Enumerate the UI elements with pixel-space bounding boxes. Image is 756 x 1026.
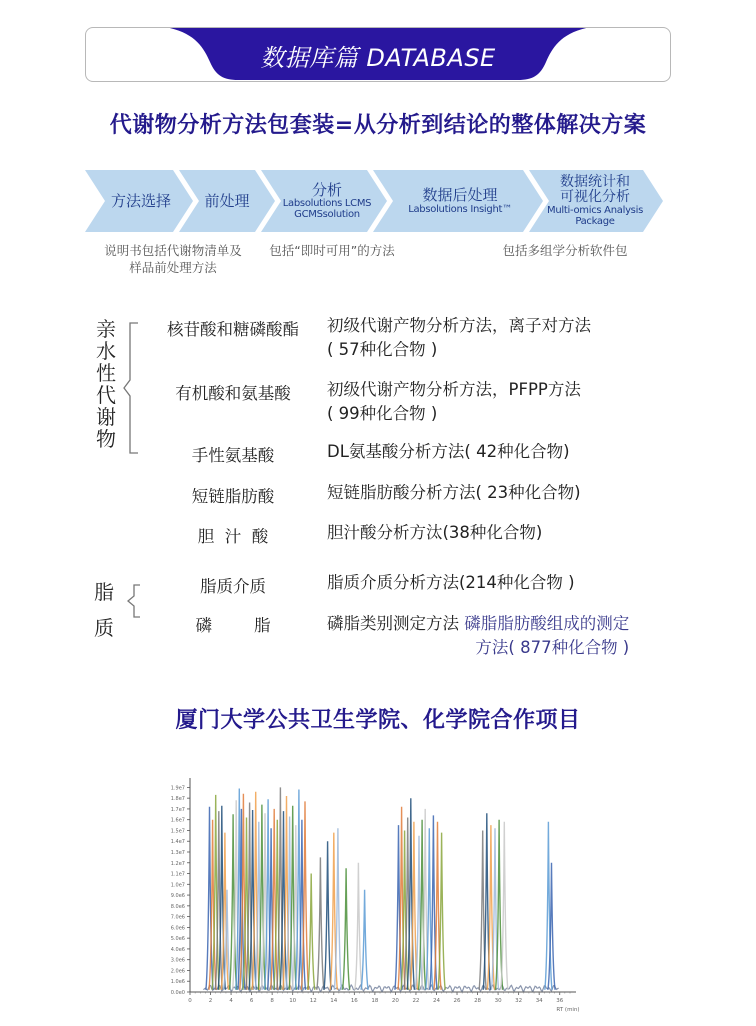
y-tick-label: 9.0e6: [170, 893, 185, 900]
chromatogram-peak: [501, 822, 508, 990]
banner-title: 数据库篇 DATABASE: [260, 44, 496, 72]
x-tick-label: 30: [494, 998, 502, 1004]
y-tick-label: 1.0e6: [170, 979, 185, 986]
headline-solution: 代谢物分析方法包套装=从分析到结论的整体解决方案: [109, 113, 647, 138]
y-tick-label: 1.5e7: [170, 828, 185, 835]
chromatogram-peak: [308, 874, 315, 990]
y-tick-label: 4.0e6: [170, 946, 185, 953]
category-hydrophilic: 亲水性代谢物: [96, 317, 116, 451]
chromatogram-peak: [324, 841, 331, 990]
note-multiomics-package: 包括多组学分析软件包: [502, 243, 628, 258]
y-tick-label: 8.0e6: [170, 903, 185, 910]
row-desc-scfa: 短链脂肪酸分析方法( 23种化合物): [327, 483, 581, 502]
y-tick-label: 1.8e7: [170, 796, 185, 803]
y-tick-label: 0.0e0: [170, 990, 185, 996]
x-tick-label: 2: [208, 998, 213, 1004]
chromatogram-peak: [317, 857, 324, 989]
y-tick-label: 1.1e7: [170, 871, 185, 878]
x-tick-label: 20: [391, 998, 399, 1004]
x-tick-label: 36: [556, 998, 564, 1004]
row-label-phospholipids: 磷 脂: [195, 616, 271, 635]
row-desc-lipid-mediators: 脂质介质分析方法(214种化合物 ): [327, 573, 575, 592]
step-data-postprocessing: 数据后处理 Labsolutions Insight™: [408, 186, 512, 215]
row-label-nucleotides: 核苷酸和糖磷酸酯: [167, 320, 299, 339]
x-tick-label: 0: [188, 998, 192, 1004]
x-tick-label: 24: [432, 998, 440, 1004]
row-desc-phospholipids: 磷脂类别测定方法 磷脂脂肪酸组成的测定 方法( 877种化合物 ): [327, 612, 629, 660]
x-tick-label: 10: [289, 998, 297, 1004]
y-tick-label: 1.2e7: [170, 860, 185, 867]
x-axis-label: RT (min): [556, 1007, 580, 1013]
row-label-organic-amino-acids: 有机酸和氨基酸: [175, 384, 291, 403]
row-label-chiral-amino-acids: 手性氨基酸: [191, 446, 275, 465]
x-tick-label: 12: [309, 998, 317, 1004]
category-lipids: 脂质: [94, 580, 114, 640]
x-tick-label: 6: [249, 998, 254, 1004]
row-label-lipid-mediators: 脂质介质: [200, 577, 266, 596]
headline-collaboration: 厦门大学公共卫生学院、化学院合作项目: [175, 708, 581, 733]
x-tick-label: 18: [371, 998, 379, 1004]
x-tick-label: 28: [474, 998, 482, 1004]
y-tick-label: 1.6e7: [170, 817, 185, 824]
step-pretreatment: 前处理: [204, 191, 250, 210]
row-desc-bile-acids: 胆汁酸分析方汰(38种化合物): [327, 523, 543, 542]
y-tick-label: 1.0e7: [170, 882, 185, 889]
x-tick-label: 14: [330, 998, 338, 1004]
section-banner: [85, 27, 671, 82]
x-tick-label: 22: [412, 998, 420, 1004]
workflow-arrows: [85, 170, 665, 232]
row-label-bile-acids: 胆 汁 酸: [197, 527, 269, 546]
step-analysis: 分析 Labsolutions LCMS GCMSsolution: [282, 180, 372, 221]
bracket-hydrophilic: [122, 322, 142, 454]
bracket-lipids: [126, 584, 144, 618]
chromatogram-peak: [334, 828, 341, 990]
y-tick-label: 1.7e7: [170, 806, 185, 813]
x-tick-label: 26: [453, 998, 461, 1004]
chromatogram-peak: [361, 890, 368, 990]
y-tick-label: 5.0e6: [170, 936, 185, 943]
row-desc-nucleotides: 初级代谢产物分析方法，离子对方法 ( 57种化合物 ): [327, 316, 591, 359]
chromatogram-chart: [160, 770, 600, 1020]
x-tick-label: 16: [350, 998, 358, 1004]
y-tick-label: 2.0e6: [170, 968, 185, 975]
y-tick-label: 1.4e7: [170, 839, 185, 846]
step-statistics-visualization: 数据统计和 可视化分析 Multi-omics Analysis Package: [547, 174, 643, 227]
step-method-selection: 方法选择: [110, 191, 171, 210]
y-tick-label: 7.0e6: [170, 914, 185, 921]
phospholipid-fatty-acid-method: 磷脂脂肪酸组成的测定 方法( 877种化合物 ): [464, 614, 630, 657]
x-tick-label: 32: [515, 998, 523, 1004]
row-label-scfa: 短链脂肪酸: [191, 487, 275, 506]
x-tick-label: 34: [535, 998, 543, 1004]
y-tick-label: 6.0e6: [170, 925, 185, 932]
chromatogram-peak: [355, 863, 362, 990]
row-desc-organic-amino-acids: 初级代谢产物分析方法，PFPP方法 ( 99种化合物 ): [327, 380, 581, 423]
note-ready-methods: 包括“即时可用”的方法: [269, 243, 395, 258]
y-tick-label: 3.0e6: [170, 957, 185, 964]
y-tick-label: 1.3e7: [170, 850, 185, 856]
chromatogram-peak: [343, 868, 350, 990]
row-desc-chiral-amino-acids: DL氨基酸分析方法( 42种化合物): [327, 442, 570, 461]
note-instructions: 说明书包括代谢物清单及 样品前处理方法: [104, 243, 242, 275]
y-tick-label: 1.9e7: [170, 785, 185, 792]
x-tick-label: 4: [229, 998, 233, 1004]
x-tick-label: 8: [270, 998, 274, 1004]
